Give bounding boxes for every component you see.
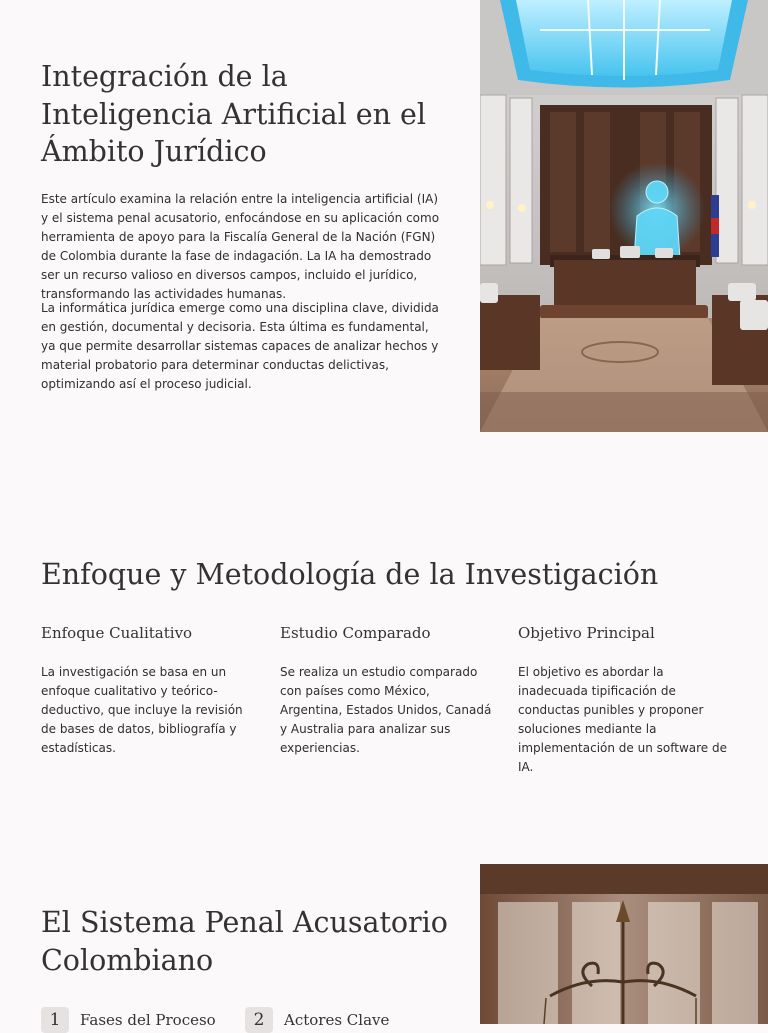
- intro-paragraph-1: Este artículo examina la relación entre la inteligencia artificial (IA) y el sistema penal acusatorio, enfocándose en su aplicación como herramienta de apoyo para la Fiscalía General de la Nación (FGN) de Colombia durante la fase de indagación. La IA ha demostrado ser un recurso valioso en diversos campos, incluido el jurídico, transformando las actividades humanas.: [41, 192, 440, 301]
- step-number: 1: [41, 1007, 69, 1033]
- step-number: 2: [245, 1007, 273, 1033]
- card-text: La investigación se basa en un enfoque cualitativo y teórico-deductivo, que incluye la revisión de bases de datos, bibliografía y estadísticas.: [41, 665, 243, 755]
- step-label: Fases del Proceso: [80, 1011, 216, 1029]
- system-title: El Sistema Penal Acusatorio Colombiano: [41, 906, 448, 977]
- step-label: Actores Clave: [284, 1011, 390, 1029]
- card-text: Se realiza un estudio comparado con países como México, Argentina, Estados Unidos, Canadá y Australia para analizar sus experiencias.: [280, 665, 492, 755]
- step-actors[interactable]: [245, 1007, 389, 1033]
- methodology-card-qualitative: [41, 622, 253, 758]
- intro-title: Integración de la Inteligencia Artificial en el Ámbito Jurídico: [41, 60, 427, 168]
- intro-paragraph-2: La informática jurídica emerge como una disciplina clave, dividida en gestión, documental y decisoria. Esta última es fundamental, ya que permite desarrollar sistemas capaces de analizar hechos y material probatorio para determinar conductas delictivas, optimizando así el proceso judicial.: [41, 301, 439, 391]
- card-heading: Estudio Comparado: [280, 624, 431, 642]
- methodology-card-objective: [518, 622, 730, 777]
- courtroom-hologram-image: [480, 0, 768, 432]
- methodology-card-comparative: [280, 622, 492, 758]
- scales-of-justice-image: [480, 864, 768, 1024]
- card-heading: Enfoque Cualitativo: [41, 624, 193, 642]
- card-heading: Objetivo Principal: [518, 624, 655, 642]
- card-text: El objetivo es abordar la inadecuada tipificación de conductas punibles y proponer soluciones mediante la implementación de un software de IA.: [518, 665, 727, 774]
- step-phases[interactable]: [41, 1007, 216, 1033]
- methodology-title: Enfoque y Metodología de la Investigación: [41, 558, 659, 591]
